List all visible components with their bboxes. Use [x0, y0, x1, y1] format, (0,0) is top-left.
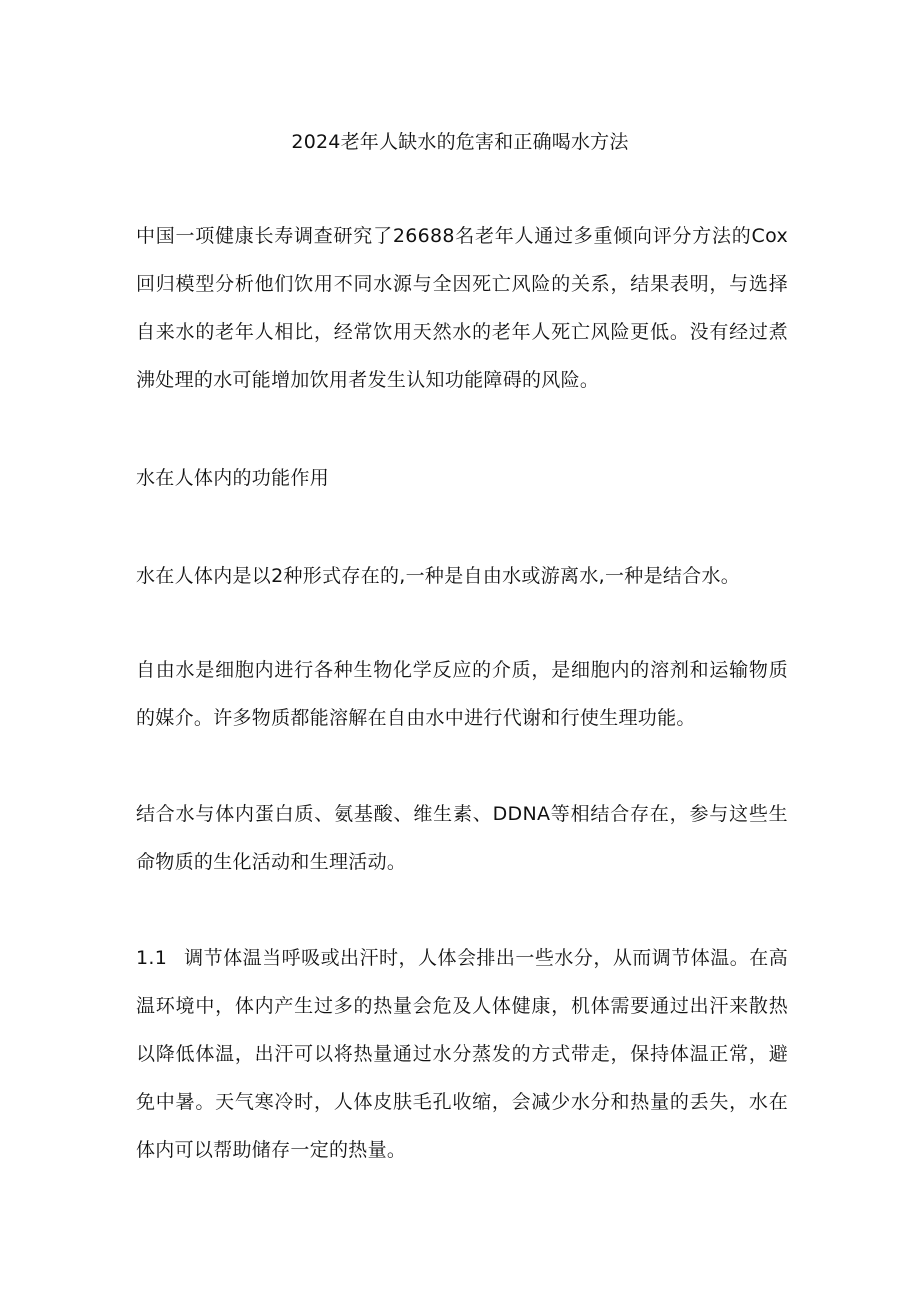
item-text: 调节体温当呼吸或出汗时，人体会排出一些水分，从而调节体温。在高温环境中，体内产生过多的热量会危及人体健康，机体需要通过出汗来散热以降低体温，出汗可以将热量通过水分蒸发的方式带走，保持体温正常，避免中暑。天气寒冷时，人体皮肤毛孔收缩，会减少水分和热量的丢失，水在体内可以帮助储存一定的热量。 — [136, 947, 788, 1161]
water-forms-paragraph: 水在人体内是以2种形式存在的,一种是自由水或游离水,一种是结合水。 — [136, 565, 741, 587]
bound-water-paragraph: 结合水与体内蛋白质、氨基酸、维生素、DDNA等相结合存在，参与这些生命物质的生化活动和生理活动。 — [136, 803, 788, 873]
item-1-1-paragraph — [136, 934, 788, 1174]
document-title: 2024老年人缺水的危害和正确喝水方法 — [291, 131, 629, 153]
intro-paragraph: 中国一项健康长寿调查研究了26688名老年人通过多重倾向评分方法的Cox回归模型分析他们饮用不同水源与全因死亡风险的关系，结果表明，与选择自来水的老年人相比，经常饮用天然水的老年人死亡风险更低。没有经过煮沸处理的水可能增加饮用者发生认知功能障碍的风险。 — [136, 225, 788, 391]
item-number: 1.1 — [136, 947, 168, 969]
section-heading: 水在人体内的功能作用 — [136, 467, 330, 489]
free-water-paragraph: 自由水是细胞内进行各种生物化学反应的介质，是细胞内的溶剂和运输物质的媒介。许多物质都能溶解在自由水中进行代谢和行使生理功能。 — [136, 659, 788, 729]
